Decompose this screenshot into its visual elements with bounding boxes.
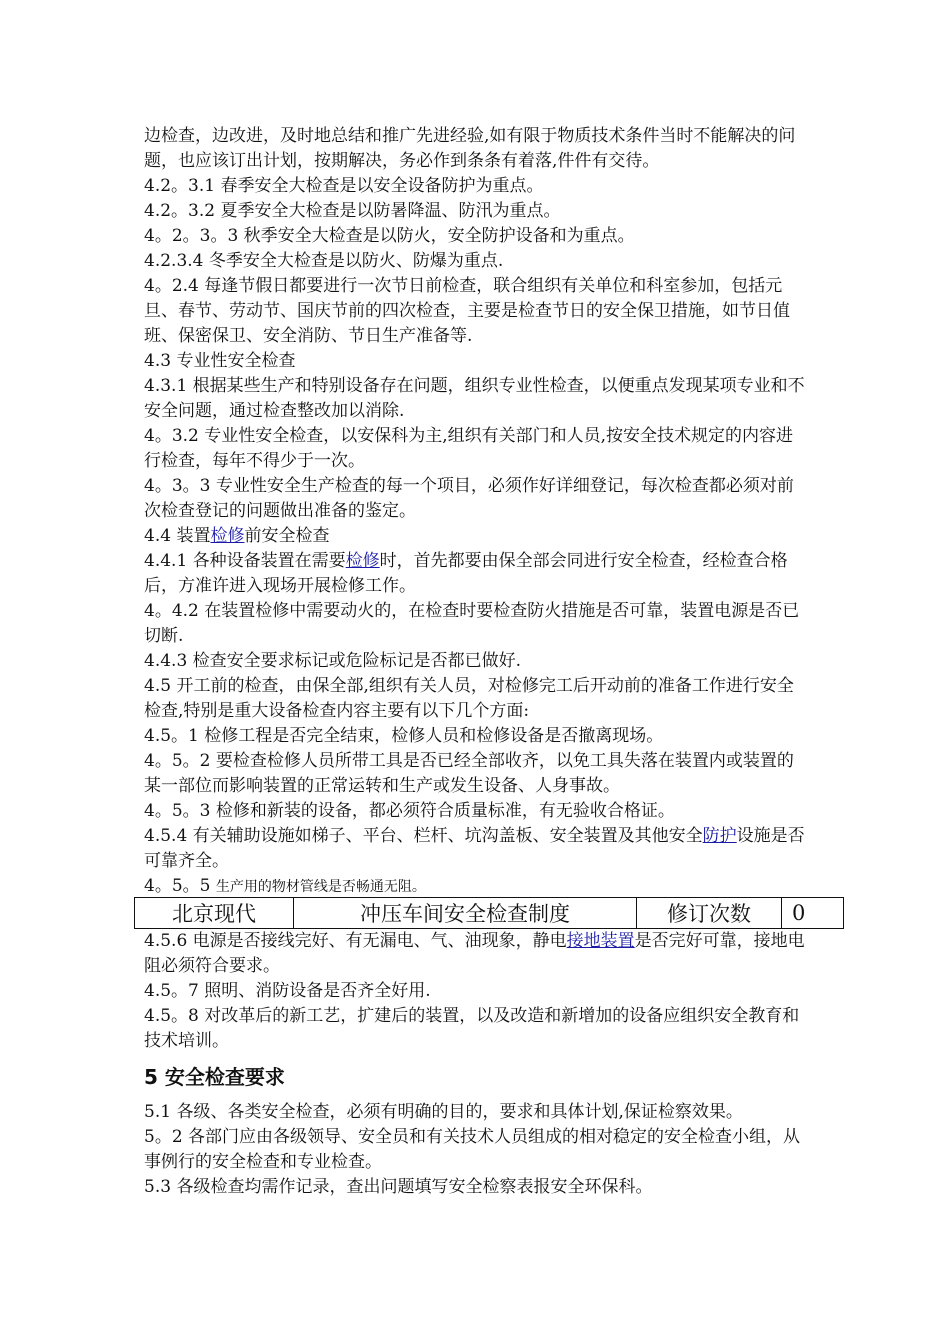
paragraph: 5.1 各级、各类安全检查，必须有明确的目的，要求和具体计划,保证检察效果。 <box>144 1102 743 1122</box>
paragraph: 4.5。8 对改革后的新工艺，扩建后的装置，以及改造和新增加的设备应组织安全教育和技术培训。 <box>144 1006 800 1051</box>
protection-link[interactable]: 防护 <box>702 826 737 846</box>
document-body-bottom <box>144 929 808 1200</box>
text: 生产用的物材管线是否畅通无阻。 <box>215 879 426 895</box>
paragraph: 4。3。3 专业性安全生产检查的每一个项目，必须作好详细登记，每次检查都必须对前次检查登记的问题做出准备的鉴定。 <box>144 476 794 521</box>
document-header-table <box>134 897 844 929</box>
revision-value-cell: 0 <box>782 898 844 929</box>
grounding-device-link[interactable]: 接地装置 <box>566 931 635 951</box>
paragraph <box>144 929 808 979</box>
paragraph: 4。5。2 要检查检修人员所带工具是否已经全部收齐，以免工具失落在装置内或装置的某一部位而影响装置的正常运转和生产或发生设备、人身事故。 <box>144 751 794 796</box>
paragraph: 5.3 各级检查均需作记录，查出问题填写安全检察表报安全环保科。 <box>144 1177 653 1197</box>
company-cell: 北京现代 <box>135 898 294 929</box>
paragraph <box>144 824 808 874</box>
repair-link[interactable]: 检修 <box>345 551 380 571</box>
text: 前安全检查 <box>244 526 330 546</box>
paragraph: 边检查，边改进，及时地总结和推广先进经验,如有限于物质技术条件当时不能解决的问题，也应该订出计划，按期解决，务必作到条条有着落,件件有交待。 <box>144 126 796 171</box>
paragraph: 4.5。1 检修工程是否完全结束，检修人员和检修设备是否撤离现场。 <box>144 726 664 746</box>
paragraph <box>144 549 808 599</box>
paragraph: 4.5。7 照明、消防设备是否齐全好用. <box>144 981 431 1001</box>
text: 4.4 装置 <box>144 526 211 546</box>
document-body-top <box>144 124 808 900</box>
text: 是否完好可靠，接地电阻必须符合要求。 <box>144 931 805 976</box>
text: 4.5.6 电源是否接线完好、有无漏电、气、油现象，静电 <box>144 931 567 951</box>
section-4-4-title <box>144 524 808 549</box>
text: 4。5。5 <box>144 876 211 896</box>
text: 时，首先都要由保全部会同进行安全检查，经检查合格后，方准许进入现场开展检修工作。 <box>144 551 788 596</box>
section-5-heading: 5 安全检查要求 <box>144 1065 285 1089</box>
paragraph: 4.2.3.4 冬季安全大检查是以防火、防爆为重点. <box>144 251 504 271</box>
paragraph: 4.2。3.1 春季安全大检查是以安全设备防护为重点。 <box>144 176 544 196</box>
doc-title-cell: 冲压车间安全检查制度 <box>294 898 637 929</box>
paragraph: 4.2。3.2 夏季安全大检查是以防暑降温、防汛为重点。 <box>144 201 561 221</box>
paragraph: 4。2.4 每逢节假日都要进行一次节日前检查，联合组织有关单位和科室参加，包括元旦、春节、劳动节、国庆节前的四次检查，主要是检查节日的安全保卫措施，如节日值班、保密保卫、安全消防、节日生产准备等. <box>144 276 790 346</box>
paragraph: 4.4.3 检查安全要求标记或危险标记是否都已做好. <box>144 651 522 671</box>
paragraph: 4。4.2 在装置检修中需要动火的，在检查时要检查防火措施是否可靠，装置电源是否已切断. <box>144 601 800 646</box>
paragraph: 4。5。3 检修和新装的设备，都必须符合质量标准，有无验收合格证。 <box>144 801 675 821</box>
text: 设施是否可靠齐全。 <box>144 826 805 871</box>
section-4-3-title: 4.3 专业性安全检查 <box>144 351 296 371</box>
paragraph: 4.5 开工前的检查，由保全部,组织有关人员，对检修完工后开动前的准备工作进行安全检查,特别是重大设备检查内容主要有以下几个方面: <box>144 676 794 721</box>
paragraph: 4。2。3。3 秋季安全大检查是以防火，安全防护设备和为重点。 <box>144 226 635 246</box>
text: 4.4.1 各种设备装置在需要 <box>144 551 346 571</box>
repair-link[interactable]: 检修 <box>210 526 245 546</box>
paragraph: 4.3.1 根据某些生产和特别设备存在问题，组织专业性检查，以便重点发现某项专业和不安全问题，通过检查整改加以消除. <box>144 376 805 421</box>
text: 4.5.4 有关辅助设施如梯子、平台、栏杆、坑沟盖板、安全装置及其他安全 <box>144 826 703 846</box>
paragraph: 5。2 各部门应由各级领导、安全员和有关技术人员组成的相对稳定的安全检查小组，从事例行的安全检查和专业检查。 <box>144 1127 801 1172</box>
revision-label-cell: 修订次数 <box>637 898 782 929</box>
paragraph: 4。3.2 专业性安全检查，以安保科为主,组织有关部门和人员,按安全技术规定的内容进行检查，每年不得少于一次。 <box>144 426 794 471</box>
